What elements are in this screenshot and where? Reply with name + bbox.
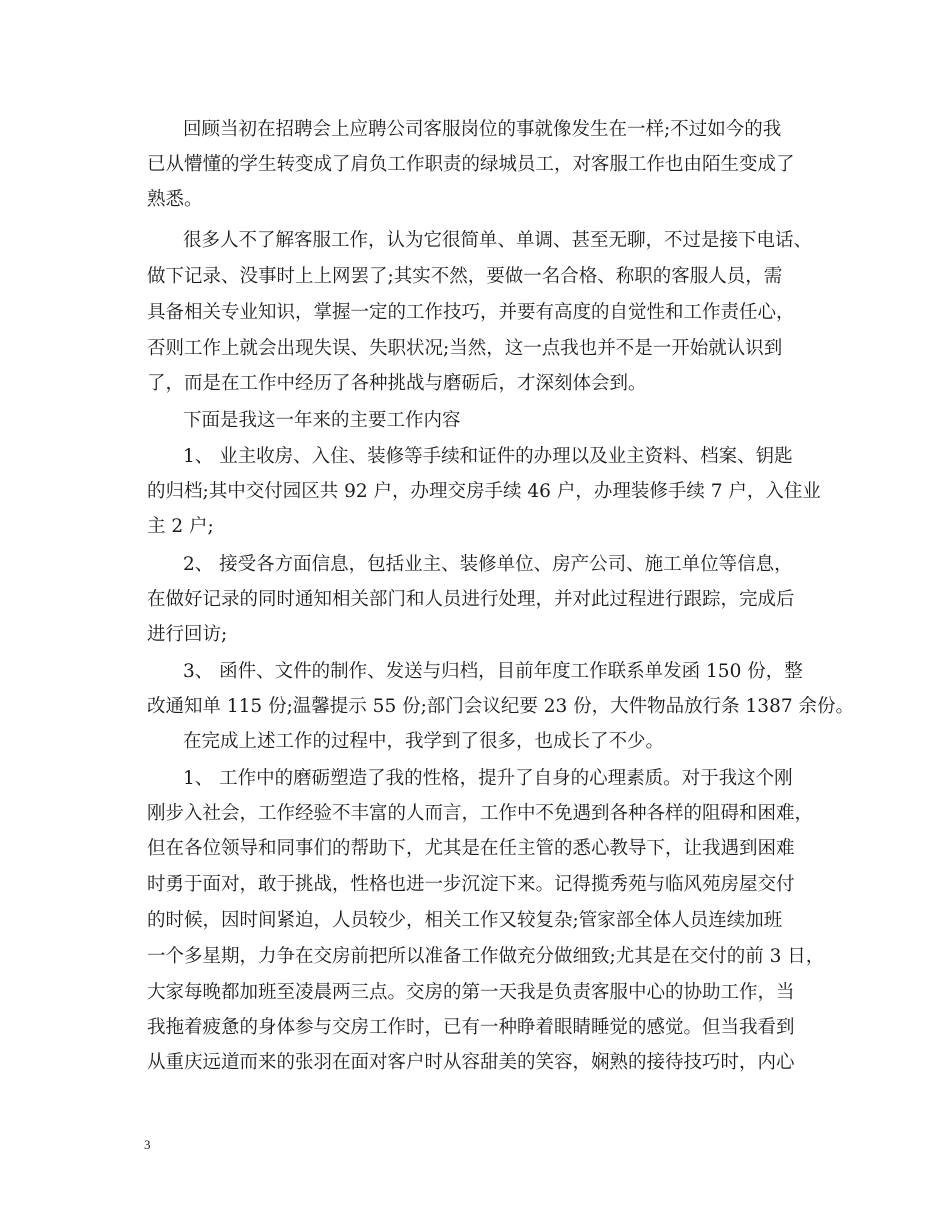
paragraph-line: 的时候，因时间紧迫，人员较少，相关工作又较复杂;管家部全体人员连续加班: [147, 910, 783, 931]
paragraph-line: 进行回访;: [147, 624, 228, 645]
paragraph-line: 时勇于面对，敢于挑战，性格也进一步沉淀下来。记得揽秀苑与临风苑房屋交付: [147, 874, 795, 895]
paragraph-line: 已从懵懂的学生转变成了肩负工作职责的绿城员工，对客服工作也由陌生变成了: [147, 154, 795, 175]
paragraph-line: 大家每晚都加班至凌晨两三点。交房的第一天我是负责客服中心的协助工作，当: [147, 982, 795, 1003]
paragraph-line: 在做好记录的同时通知相关部门和人员进行处理，并对此过程进行跟踪，完成后: [147, 589, 795, 610]
paragraph-line: 3、 函件、文件的制作、发送与归档，目前年度工作联系单发函 150 份，整: [183, 661, 803, 682]
paragraph-line: 2、 接受各方面信息，包括业主、装修单位、房产公司、施工单位等信息，: [183, 554, 793, 575]
paragraph-line: 1、 工作中的磨砺塑造了我的性格，提升了自身的心理素质。对于我这个刚: [183, 768, 793, 789]
paragraph-line: 主 2 户;: [147, 516, 214, 537]
paragraph-line: 的归档;其中交付园区共 92 户，办理交房手续 46 户，办理装修手续 7 户，入住业: [147, 481, 821, 502]
paragraph-line: 1、 业主收房、入住、装修等手续和证件的办理以及业主资料、档案、钥匙: [183, 446, 793, 467]
paragraph-line: 一个多星期，力争在交房前把所以准备工作做充分做细致;尤其是在交付的前 3 日，: [147, 946, 825, 967]
paragraph-line: 很多人不了解客服工作，认为它很简单、单调、甚至无聊，不过是接下电话、: [183, 230, 813, 251]
paragraph-line: 下面是我这一年来的主要工作内容: [183, 410, 461, 431]
paragraph-line: 熟悉。: [147, 189, 203, 210]
paragraph-line: 否则工作上就会出现失误、失职状况;当然，这一点我也并不是一开始就认识到: [147, 338, 783, 359]
page-number: 3: [144, 1137, 151, 1152]
paragraph-line: 了，而是在工作中经历了各种挑战与磨砺后，才深刻体会到。: [147, 373, 647, 394]
paragraph-line: 但在各位领导和同事们的帮助下，尤其是在任主管的悉心教导下，让我遇到困难: [147, 838, 795, 859]
paragraph-line: 做下记录、没事时上上网罢了;其实不然，要做一名合格、称职的客服人员，需: [147, 266, 783, 287]
paragraph-line: 回顾当初在招聘会上应聘公司客服岗位的事就像发生在一样;不过如今的我: [183, 119, 782, 140]
paragraph-line: 具备相关专业知识，掌握一定的工作技巧，并要有高度的自觉性和工作责任心，: [147, 302, 795, 323]
paragraph-line: 从重庆远道而来的张羽在面对客户时从容甜美的笑容，娴熟的接待技巧时，内心: [147, 1052, 795, 1073]
paragraph-line: 我拖着疲惫的身体参与交房工作时，已有一种睁着眼睛睡觉的感觉。但当我看到: [147, 1017, 795, 1038]
paragraph-line: 在完成上述工作的过程中，我学到了很多，也成长了不少。: [183, 731, 665, 752]
paragraph-line: 刚步入社会，工作经验不丰富的人而言，工作中不免遇到各种各样的阻碍和困难，: [147, 803, 814, 824]
paragraph-line: 改通知单 115 份;温馨提示 55 份;部门会议纪要 23 份，大件物品放行条 1387 余份。: [147, 696, 854, 717]
